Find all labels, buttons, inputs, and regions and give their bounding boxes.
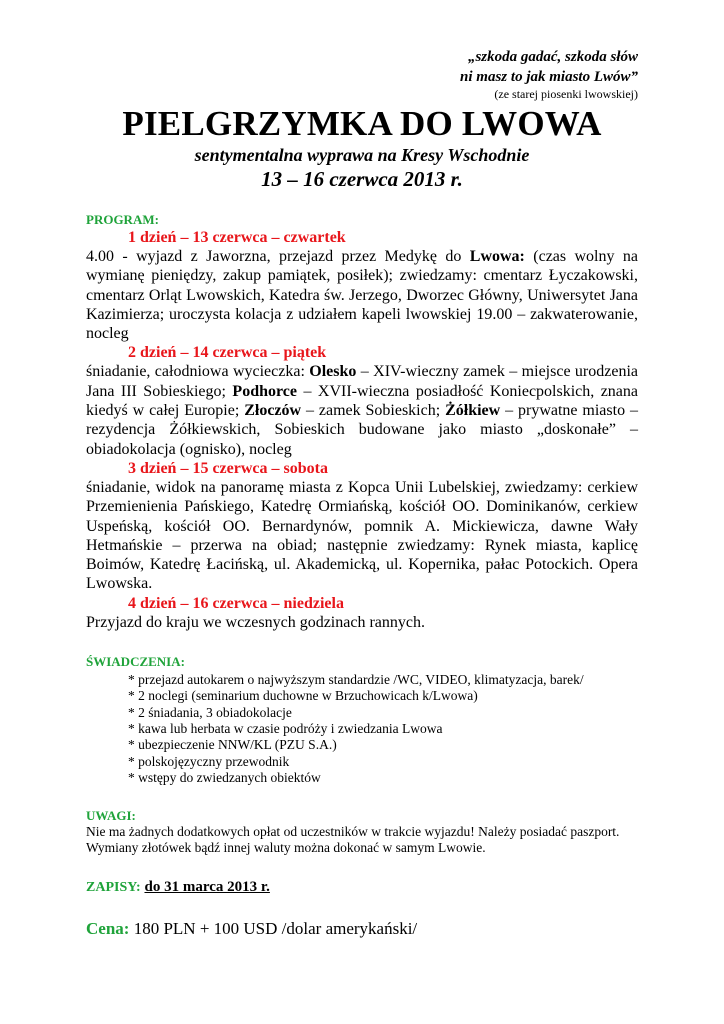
- day-3-description: śniadanie, widok na panoramę miasta z Kopca Unii Lubelskiej, zwiedzamy: cerkiew Przemienienia Pańskiego, Katedrę Ormiańską, kościół OO. Dominikanów, cerkiew Uspeńską, kościół OO. Bernardynów, pomnik A. Mickiewicza, dawne Wały Hetmańskie – przerwa na obiad; następnie zwiedzamy: Rynek miasta, kaplicę Boimów, Katedrę Łacińską, ul. Akademicką, ul. Kopernika, pałac Potockich. Opera Lwowska.: [86, 478, 638, 593]
- day-2-description: śniadanie, całodniowa wycieczka: Olesko – XIV-wieczny zamek – miejsce urodzenia Jana III Sobieskiego; Podhorce – XVII-wieczna posiadłość Koniecpolskich, znana kiedyś w całej Europie; Złoczów – zamek Sobieskich; Żółkiew – prywatne miasto – rezydencja Żółkiewskich, Sobieskich budowane jako miasto „doskonałe” – obiadokolacja (ognisko), nocleg: [86, 363, 639, 458]
- zapisy-label: ZAPISY:: [86, 879, 141, 895]
- list-item: * 2 śniadania, 3 obiadokolacje: [128, 704, 292, 720]
- zapisy-line: [86, 877, 638, 897]
- document-page: [86, 0, 638, 940]
- day-3-heading: 3 dzień – 15 czerwca – sobota: [128, 459, 328, 477]
- list-item: * 2 noclegi (seminarium duchowne w Brzuchowicach k/Lwowa): [128, 688, 478, 704]
- list-item: * wstępy do zwiedzanych obiektów: [128, 769, 321, 785]
- price-value: 180 PLN + 100 USD /dolar amerykański/: [129, 918, 418, 938]
- day-1-heading: 1 dzień – 13 czerwca – czwartek: [128, 229, 346, 246]
- swiadczenia-list: [86, 672, 638, 786]
- day-2-heading: 2 dzień – 14 czerwca – piątek: [128, 344, 327, 362]
- quote-line-1: „szkoda gadać, szkoda słów: [467, 49, 638, 65]
- list-item: * kawa lub herbata w czasie podróży i zwiedzania Lwowa: [128, 720, 443, 736]
- day-4-description: Przyjazd do kraju we wczesnych godzinach rannych.: [86, 613, 425, 631]
- zapisy-date: do 31 marca 2013 r.: [144, 878, 270, 895]
- uwagi-label: UWAGI:: [86, 808, 136, 824]
- price-line: [86, 918, 638, 940]
- program-label: PROGRAM:: [86, 212, 159, 227]
- page-subtitle: sentymentalna wyprawa na Kresy Wschodnie: [194, 145, 530, 165]
- quote-source: (ze starej piosenki lwowskiej): [494, 87, 638, 101]
- list-item: * przejazd autokarem o najwyższym standardzie /WC, VIDEO, klimatyzacja, barek/: [128, 672, 584, 688]
- day-1-description: 4.00 - wyjazd z Jaworzna, przejazd przez Medykę do Lwowa: (czas wolny na wymianę pieniędzy, zakup pamiątek, posiłek); zwiedzamy: cmentarz Łyczakowski, cmentarz Orląt Lwowskich, Katedra św. Jerzego, Dworzec Główny, Uniwersytet Jana Kazimierza; uroczysta kolacja z udziałem kapeli lwowskiej 19.00 – zakwaterowanie, nocleg: [86, 248, 638, 343]
- list-item: * polskojęzyczny przewodnik: [128, 753, 290, 769]
- epigraph-quote: [86, 47, 638, 87]
- list-item: * ubezpieczenie NNW/KL (PZU S.A.): [128, 737, 337, 753]
- price-label: Cena:: [86, 918, 130, 938]
- swiadczenia-label: ŚWIADCZENIA:: [86, 654, 185, 670]
- trip-dates: 13 – 16 czerwca 2013 r.: [261, 167, 463, 191]
- uwagi-text: Nie ma żadnych dodatkowych opłat od uczestników w trakcie wyjazdu! Należy posiadać paszport. Wymiany złotówek bądź innej waluty można dokonać w samym Lwowie.: [86, 824, 620, 856]
- quote-line-2: ni masz to jak miasto Lwów”: [460, 69, 638, 85]
- page-title: PIELGRZYMKA DO LWOWA: [122, 104, 602, 143]
- day-4-heading: 4 dzień – 16 czerwca – niedziela: [128, 594, 344, 612]
